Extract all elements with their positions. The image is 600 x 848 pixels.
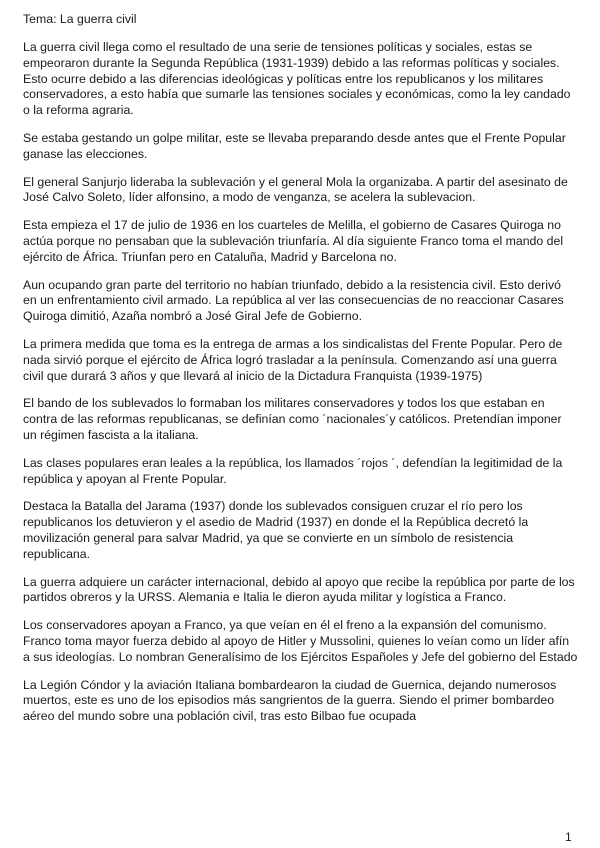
paragraph-10: La guerra adquiere un carácter internacional, debido al apoyo que recibe la república por parte de los partidos obreros y la URSS. Alemania e Italia le dieron ayuda militar y logística a Franco.	[23, 574, 575, 605]
paragraph-2: Se estaba gestando un golpe militar, este se llevaba preparando desde antes que el Frente Popular ganase las elecciones.	[23, 130, 566, 161]
paragraph-1: La guerra civil llega como el resultado de una serie de tensiones políticas y sociales, estas se empeoraron durante la Segunda República (1931-1939) debido a las reformas políticas y sociales. Esto ocurre debido a las diferencias ideológicas y políticas entre los republicanos y los militares conservadores, a esto había que sumarle las tensiones sociales y económicas, como la ley candado o la reforma agraria.	[23, 40, 571, 118]
paragraph-3: El general Sanjurjo lideraba la sublevación y el general Mola la organizaba. A partir del asesinato de José Calvo Soleto, líder alfonsino, a modo de venganza, se acelera la sublevacion.	[23, 174, 568, 205]
paragraph-9: Destaca la Batalla del Jarama (1937) donde los sublevados consiguen cruzar el río pero los republicanos los detuvieron y el asedio de Madrid (1937) en donde el la República decretó la movilización general para salvar Madrid, ya que se convierte en un símbolo de resistencia republicana.	[23, 499, 529, 561]
paragraph-7: El bando de los sublevados lo formaban los militares conservadores y todos los que estaban en contra de las reformas republicanas, se definían como ´nacionales´y católicos. Pretendían imponer un régimen fascista a la italiana.	[23, 396, 562, 442]
document-body	[23, 40, 578, 737]
page-number: 1	[565, 830, 572, 844]
paragraph-8: Las clases populares eran leales a la república, los llamados ´rojos ´, defendían la legitimidad de la república y apoyan al Frente Popular.	[23, 455, 563, 486]
paragraph-5: Aun ocupando gran parte del territorio no habían triunfado, debido a la resistencia civil. Esto derivó en un enfrentamiento civil armado. La república al ver las consecuencias de no reaccionar Casares Quiroga dimitió, Azaña nombró a José Giral Jefe de Gobierno.	[23, 277, 564, 324]
paragraph-6: La primera medida que toma es la entrega de armas a los sindicalistas del Frente Popular. Pero de nada sirvió porque el ejército de África logró trasladar a la península. Comenzando así una guerra civil que durará 3 años y que llevará al inicio de la Dictadura Franquista (1939-1975)	[23, 336, 563, 383]
paragraph-4: Esta empieza el 17 de julio de 1936 en los cuarteles de Melilla, el gobierno de Casares Quiroga no actúa porque no pensaban que la sublevación triunfaría. Al día siguiente Franco toma el mando del ejército de África. Triunfan pero en Cataluña, Madrid y Barcelona no.	[23, 218, 564, 264]
document-title: Tema: La guerra civil	[23, 12, 137, 26]
paragraph-12: La Legión Cóndor y la aviación Italiana bombardearon la ciudad de Guernica, dejando numerosos muertos, este es uno de los episodios más sangrientos de la guerra. Siendo el primer bombardeo aéreo del mundo sobre una población civil, tras esto Bilbao fue ocupada	[23, 677, 557, 724]
paragraph-11: Los conservadores apoyan a Franco, ya que veían en él el freno a la expansión del comunismo. Franco toma mayor fuerza debido al apoyo de Hitler y Mussolini, quienes lo veían como un líder afín a sus ideologías. Lo nombran Generalísimo de los Ejércitos Españoles y Jefe del gobierno del Estado	[23, 618, 578, 664]
